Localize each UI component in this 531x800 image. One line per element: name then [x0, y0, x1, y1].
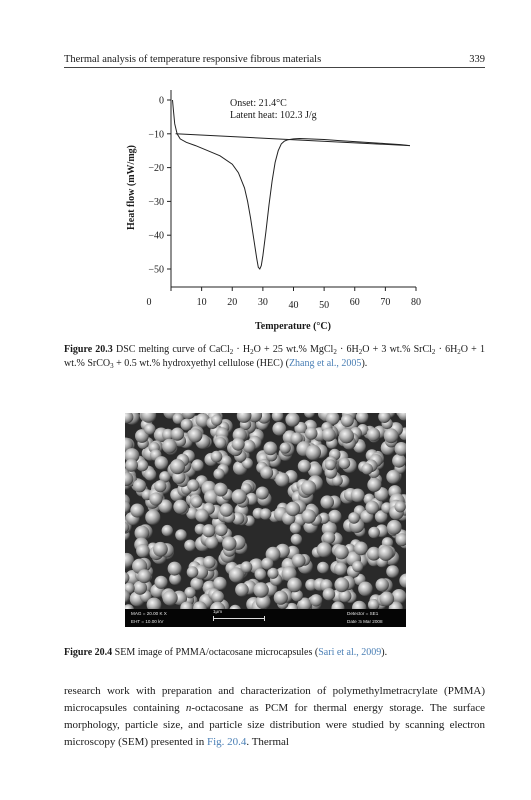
- microcapsule: [133, 479, 146, 492]
- microcapsule: [272, 422, 286, 436]
- x-tick-label: 10: [196, 297, 207, 308]
- y-tick-label: −40: [148, 230, 164, 242]
- microcapsule: [255, 568, 267, 580]
- microcapsule: [317, 562, 329, 574]
- y-tick-label: −10: [148, 129, 164, 141]
- microcapsule: [136, 544, 150, 558]
- microcapsule: [155, 576, 168, 589]
- x-axis-label: Temperature (°C): [255, 321, 331, 332]
- sem-magnification: MAG = 20.00 K X: [131, 611, 167, 616]
- microcapsule: [162, 439, 177, 454]
- microcapsule: [341, 414, 354, 427]
- microcapsule: [211, 451, 223, 463]
- microcapsule: [145, 510, 160, 525]
- microcapsule: [205, 536, 218, 549]
- microcapsule: [213, 577, 227, 591]
- microcapsule: [339, 429, 354, 444]
- microcapsule: [243, 440, 256, 453]
- microcapsule: [173, 500, 187, 514]
- microcapsule: [264, 442, 278, 456]
- microcapsule: [302, 509, 316, 523]
- microcapsule: [154, 480, 166, 492]
- microcapsule: [215, 524, 228, 537]
- microcapsule: [171, 428, 184, 441]
- microcapsule: [285, 413, 299, 427]
- figure-20-3-caption: Figure 20.3 DSC melting curve of CaCl$_2$ · $H_2O + 25$ wt.% MgCl$_2$ · $6H_2O + 3$ wt.% SrCl$_2$ · $6H_2O + 1$ wt.% SrCO$_3$ + 0.5 wt.% hydroxyethyl cellulose (HEC) (Zhang et al., 2005).: [64, 344, 485, 370]
- microcapsule: [367, 428, 381, 442]
- microcapsule: [222, 536, 236, 550]
- microcapsule: [163, 590, 178, 605]
- microcapsule: [384, 428, 399, 443]
- microcapsule: [155, 456, 169, 470]
- x-tick-label: 60: [349, 297, 360, 308]
- microcapsule: [175, 529, 187, 541]
- microcapsule: [395, 501, 406, 512]
- dsc-curve: [173, 100, 410, 269]
- microcapsule: [358, 582, 373, 597]
- microcapsule: [380, 592, 395, 607]
- microcapsule: [125, 459, 138, 472]
- microcapsule: [392, 589, 406, 604]
- microcapsule: [144, 469, 156, 481]
- microcapsule: [215, 437, 227, 449]
- microcapsule: [260, 466, 273, 479]
- microcapsule: [334, 545, 349, 560]
- microcapsule: [202, 524, 215, 537]
- figure-20-4-label: Figure 20.4: [64, 647, 113, 658]
- chart-ticks: [147, 96, 422, 312]
- microcapsule: [184, 540, 196, 552]
- sem-scale-bar: [213, 618, 265, 619]
- microcapsule: [187, 566, 199, 578]
- x-tick-label: 40: [288, 300, 299, 311]
- x-tick-label: 80: [411, 297, 421, 308]
- citation-link-sari[interactable]: Sari et al., 2009: [318, 647, 382, 658]
- x-tick-label: 70: [380, 297, 391, 308]
- latent-heat-annotation: Latent heat: 102.3 J/g: [230, 110, 317, 121]
- dsc-chart: [0, 0, 531, 345]
- microcapsule: [310, 594, 322, 606]
- citation-link-zhang[interactable]: Zhang et al., 2005: [288, 358, 362, 369]
- figure-link-20-4[interactable]: Fig. 20.4: [206, 736, 247, 748]
- sem-image: [125, 413, 406, 627]
- microcapsule: [188, 428, 202, 442]
- microcapsule: [351, 489, 365, 503]
- microcapsule: [280, 442, 291, 453]
- sem-info-bar: [125, 609, 406, 627]
- sem-scale-label: 1μm: [213, 609, 223, 614]
- microcapsule: [387, 520, 402, 535]
- microcapsule: [187, 479, 199, 491]
- microcapsule: [348, 512, 360, 524]
- microcapsule: [191, 496, 203, 508]
- microcapsule: [292, 554, 306, 568]
- microcapsule: [212, 591, 225, 604]
- microcapsule: [149, 492, 162, 505]
- microcapsule: [203, 556, 216, 569]
- microcapsule: [378, 546, 393, 561]
- microcapsule: [354, 542, 368, 556]
- microcapsule: [298, 460, 311, 473]
- body-paragraph: research work with preparation and characterization of polymethylmetracrylate (PMMA) microcapsules containing n-octacosane as PCM for thermal energy storage. The surface morphology, particle size, and particle size distribution were studied by scanning electron microscopy (SEM) presented in Fig. 20.4. Thermal: [64, 685, 485, 748]
- microcapsule: [137, 460, 149, 472]
- microcapsule: [211, 415, 222, 426]
- x-tick-label: 50: [319, 300, 330, 311]
- sem-detector: Detector = SE1: [347, 611, 379, 616]
- microcapsule: [260, 508, 272, 520]
- microcapsule: [138, 569, 152, 583]
- microcapsule: [392, 454, 406, 468]
- sem-date: Date :5 Mar 2008: [347, 619, 383, 624]
- dsc-baseline: [176, 134, 410, 146]
- microcapsule: [362, 463, 373, 474]
- microcapsule: [320, 495, 334, 509]
- microcapsule: [334, 562, 347, 575]
- y-tick-label: −30: [148, 196, 164, 208]
- microcapsule: [352, 561, 363, 572]
- microcapsule: [328, 510, 341, 523]
- x-tick-label: 30: [257, 297, 268, 308]
- y-axis-label: Heat flow (mW/mg): [126, 145, 137, 230]
- page-number: 339: [469, 54, 485, 65]
- microcapsule: [162, 525, 173, 536]
- microcapsule: [213, 468, 224, 479]
- microcapsule: [232, 438, 245, 451]
- microcapsule: [322, 428, 336, 442]
- onset-annotation: Onset: 21.4°C: [230, 98, 287, 109]
- microcapsule: [181, 419, 193, 431]
- microcapsule: [386, 565, 399, 578]
- microcapsule: [274, 591, 288, 605]
- microcapsule: [334, 577, 349, 592]
- microcapsule: [386, 470, 400, 484]
- microcapsule: [170, 459, 185, 474]
- microcapsule: [241, 561, 253, 573]
- microcapsule: [323, 588, 336, 601]
- y-tick-label: −50: [148, 264, 164, 276]
- figure-20-3-label: Figure 20.3: [64, 344, 113, 355]
- microcapsule: [339, 458, 350, 469]
- y-tick-label: 0: [159, 95, 164, 107]
- microcapsule: [144, 423, 155, 434]
- microcapsule: [325, 459, 336, 470]
- microcapsule: [368, 527, 380, 539]
- microcapsule: [367, 478, 381, 492]
- microcapsule: [287, 578, 302, 593]
- microcapsule: [286, 502, 301, 517]
- x-tick-label: 20: [227, 297, 238, 308]
- microcapsule: [214, 483, 228, 497]
- microcapsule: [290, 523, 301, 534]
- microcapsule: [365, 501, 379, 515]
- microcapsule: [301, 480, 316, 495]
- microcapsule: [305, 427, 318, 440]
- microcapsule: [317, 542, 332, 557]
- microcapsule: [261, 558, 273, 570]
- microcapsule: [195, 509, 209, 523]
- microcapsule: [130, 504, 144, 518]
- microcapsule: [376, 578, 389, 591]
- x-tick-label: 0: [146, 297, 152, 308]
- y-tick-label: −20: [148, 163, 164, 175]
- microcapsule: [253, 582, 268, 597]
- microcapsule: [192, 459, 204, 471]
- running-title: Thermal analysis of temperature responsive fibrous materials: [64, 54, 322, 65]
- sem-eht: EHT = 10.00 kV: [131, 619, 164, 624]
- microcapsule: [220, 503, 234, 517]
- microcapsule: [275, 473, 289, 487]
- microcapsule: [306, 445, 321, 460]
- microcapsule: [153, 542, 168, 557]
- microcapsule: [232, 489, 247, 504]
- figure-20-4-caption: Figure 20.4 SEM image of PMMA/octacosane microcapsules (Sari et al., 2009).: [64, 647, 388, 658]
- sem-micrograph: [125, 413, 406, 609]
- microcapsule: [291, 534, 302, 545]
- microcapsule: [256, 487, 269, 500]
- microcapsule: [168, 562, 182, 576]
- microcapsule: [235, 583, 249, 597]
